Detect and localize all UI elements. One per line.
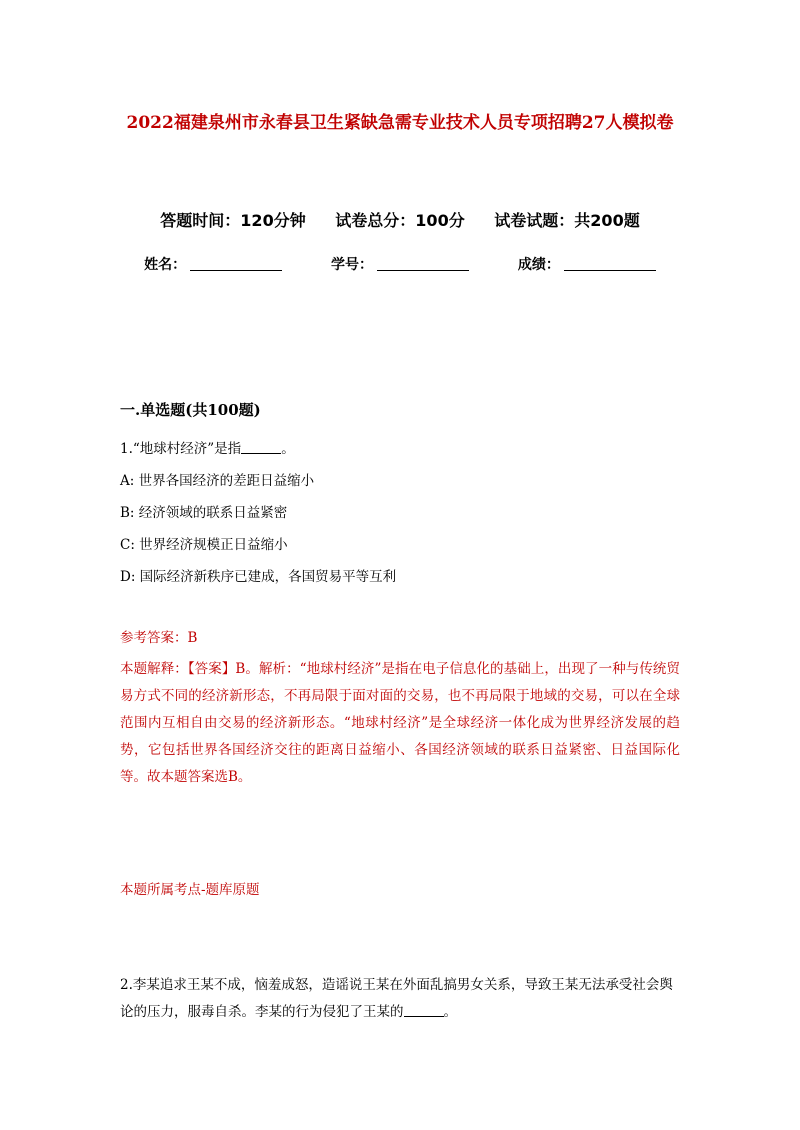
question-count-label: 试卷试题：: [494, 211, 575, 230]
student-id-blank[interactable]: [377, 256, 469, 271]
total-score-value: 100分: [415, 211, 465, 230]
name-blank[interactable]: [190, 256, 282, 271]
score-blank[interactable]: [564, 256, 656, 271]
exam-meta: [0, 208, 800, 231]
total-score-label: 试卷总分：: [335, 211, 416, 230]
answer-explanation: 本题解释：【答案】B。解析：“地球村经济”是指在电子信息化的基础上，出现了一种与传统贸易方式不同的经济新形态，不再局限于面对面的交易，也不再局限于地域的交易，可以在全球范围内互相自由交易的经济新形态。“地球村经济”是全球经济一体化成为世界经济发展的趋势，它包括世界各国经济交往的距离日益缩小、各国经济领域的联系日益紧密、日益国际化等。故本题答案选B。: [120, 661, 680, 785]
question-2-text: 2.李某追求王某不成，恼羞成怒，造谣说王某在外面乱搞男女关系，导致王某无法承受社会舆论的压力，服毒自杀。李某的行为侵犯了王某的: [120, 977, 673, 1020]
option-b[interactable]: B: 经济领域的联系日益紧密: [120, 505, 288, 521]
question-count-value: 共200题: [574, 211, 640, 230]
option-d[interactable]: D: 国际经济新秩序已建成，各国贸易平等互利: [120, 569, 397, 585]
question-count: [494, 211, 639, 230]
exam-time-label: 答题时间：: [160, 211, 241, 230]
student-id-label: 学号：: [331, 257, 373, 273]
question-1-stem: [120, 437, 680, 457]
name-field: [144, 254, 282, 274]
student-id-field: [331, 254, 469, 274]
question-2-stem: [120, 972, 680, 1026]
question-1-text: 1.“地球村经济”是指: [120, 441, 242, 457]
question-1-end: 。: [281, 441, 295, 457]
question-2-end: 。: [443, 1004, 457, 1020]
knowledge-point: 本题所属考点-题库原题: [120, 882, 260, 898]
score-label: 成绩：: [517, 257, 560, 273]
document-title: 2022福建泉州市永春县卫生紧缺急需专业技术人员专项招聘27人模拟卷: [126, 113, 674, 133]
exam-time-value: 120分钟: [240, 211, 306, 230]
name-label: 姓名：: [144, 257, 187, 273]
score-field: [518, 254, 656, 274]
section-heading: 一.单选题(共100题): [120, 401, 261, 419]
option-c[interactable]: C: 世界经济规模正日益缩小: [120, 537, 288, 553]
student-info: [0, 254, 800, 274]
exam-time: [160, 211, 305, 230]
total-score: [335, 211, 464, 230]
question-1-blank: [241, 441, 281, 454]
option-a[interactable]: A: 世界各国经济的差距日益缩小: [120, 473, 315, 489]
question-2-blank: [404, 1004, 444, 1017]
reference-answer: 参考答案：B: [120, 630, 198, 646]
